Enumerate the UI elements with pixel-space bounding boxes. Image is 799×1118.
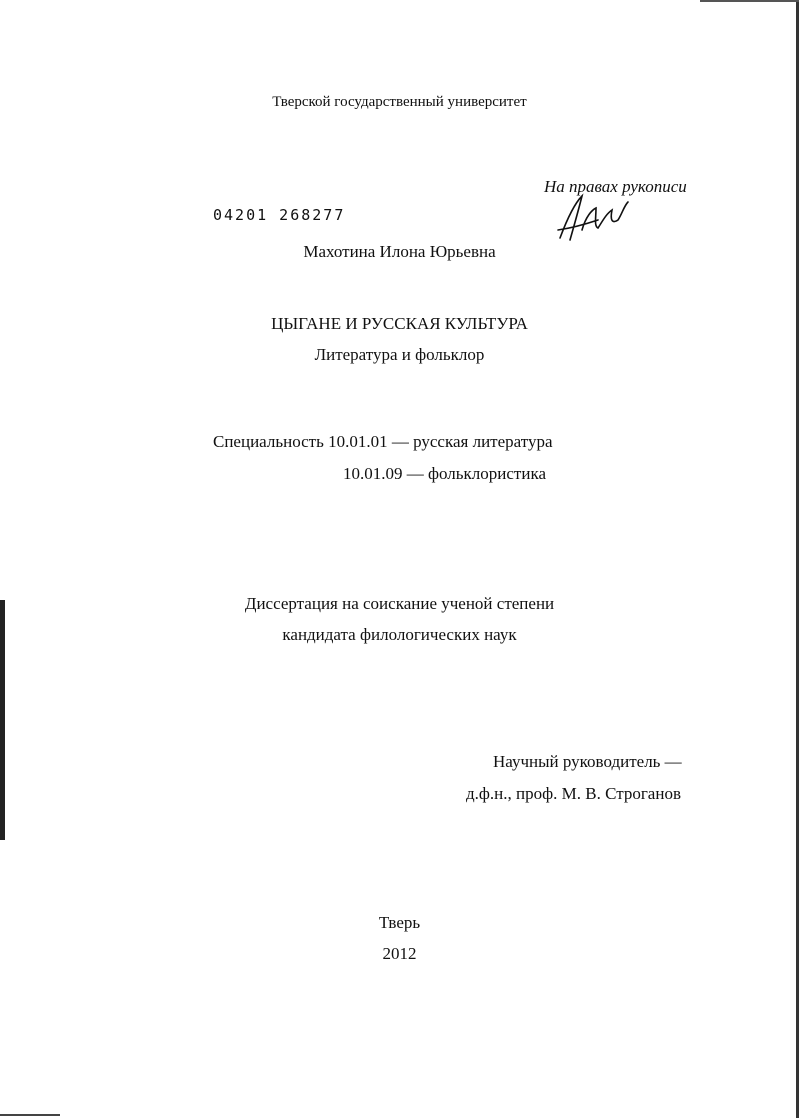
university-name: Тверской государственный университет <box>272 94 527 110</box>
scan-edge-bottom <box>0 1114 60 1116</box>
scan-edge-top <box>700 0 799 2</box>
city: Тверь <box>378 913 421 932</box>
registration-number: 04201 268277 <box>213 206 346 224</box>
degree-line-2: кандидата филологических наук <box>282 625 517 644</box>
manuscript-note: На правах рукописи <box>544 177 687 196</box>
signature <box>552 186 632 246</box>
dissertation-subtitle: Литература и фольклор <box>314 345 485 364</box>
year: 2012 <box>382 944 417 963</box>
advisor-line-1: Научный руководитель — <box>493 752 682 771</box>
specialty-line-2: 10.01.09 — фольклористика <box>343 464 546 483</box>
specialty-line-1: Специальность 10.01.01 — русская литература <box>213 432 553 451</box>
dissertation-title: ЦЫГАНЕ И РУССКАЯ КУЛЬТУРА <box>271 314 528 333</box>
author-name: Махотина Илона Юрьевна <box>303 242 496 261</box>
degree-line-1: Диссертация на соискание ученой степени <box>244 594 555 613</box>
advisor-line-2: д.ф.н., проф. М. В. Строганов <box>466 784 681 803</box>
